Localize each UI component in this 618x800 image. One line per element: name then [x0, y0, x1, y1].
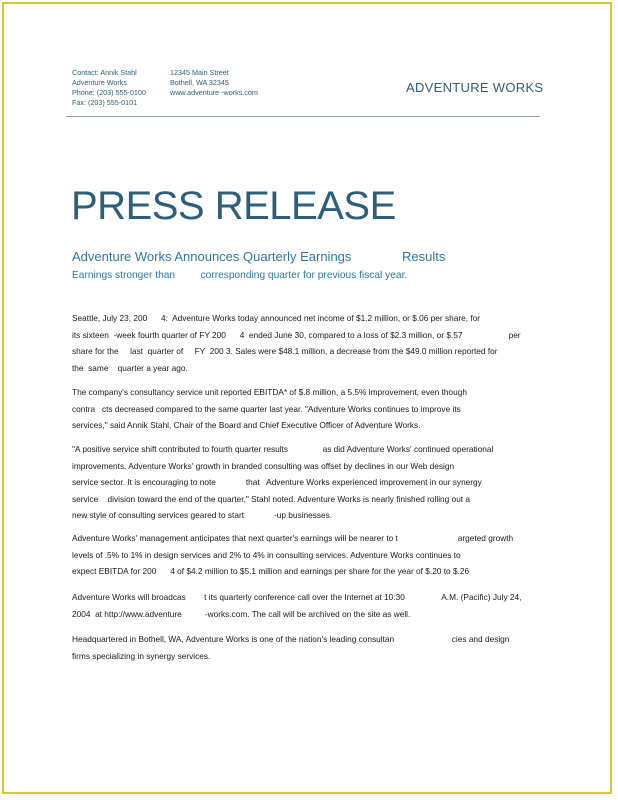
paragraph-line: share for the last quarter of FY 200 3. Sales were $48.1 million, a decrease from the $49.0 million reported for [72, 346, 498, 356]
paragraph-line: "A positive service shift contributed to fourth quarter results as did Adventure Works' continued operational [72, 444, 494, 454]
paragraph-line: contra cts decreased compared to the same quarter last year. "Adventure Works continues to improve its [72, 403, 461, 414]
paragraph-line: service sector. It is encouraging to note that Adventure Works experienced improvement in our synergy [72, 477, 482, 487]
headline: Adventure Works Announces Quarterly Earnings Results [72, 249, 446, 264]
contact-name: Contact: Annik Stahl [72, 68, 137, 77]
address-block [170, 68, 258, 98]
address-city: Bothell, WA 32345 [170, 78, 229, 87]
paragraph-4 [72, 530, 542, 580]
company-logo-text: ADVENTURE WORKS [406, 80, 544, 95]
address-street: 12345 Main Street [170, 68, 229, 77]
paragraph-1 [72, 310, 542, 376]
paragraph-line: levels of .5% to 1% in design services and 2% to 4% in consulting services. Adventure Works continues to [72, 549, 461, 560]
paragraph-line: improvements. Adventure Works' growth in branded consulting was offset by declines in our Web design [72, 460, 455, 471]
paragraph-line: The company's consultancy service unit reported EBITDA* of $.8 million, a 5.5% improvement, even though [72, 387, 467, 397]
paragraph-line: expect EBITDA for 200 4 of $4.2 million to $5.1 million and earnings per share for the year of $.20 to $.26 [72, 566, 470, 576]
paragraph-line: 2004 at http://www.adventure -works.com. The call will be archived on the site as well. [72, 608, 411, 619]
paragraph-line: Headquartered in Bothell, WA, Adventure Works is one of the nation's leading consultan cies and design [72, 634, 510, 644]
page-title: PRESS RELEASE [71, 184, 396, 228]
paragraph-line: the same quarter a year ago. [72, 362, 188, 373]
paragraph-line: firms specializing in synergy services. [72, 650, 211, 661]
paragraph-line: services," said Annik Stahl, Chair of the Board and Chief Executive Officer of Adventure Works. [72, 420, 421, 430]
paragraph-5 [72, 589, 542, 622]
contact-fax: Fax: (203) 555-0101 [72, 98, 138, 107]
paragraph-line: Adventure Works' management anticipates that next quarter's earnings will be nearer to t argeted growth [72, 533, 514, 543]
paragraph-line: Seattle, July 23, 200 4: Adventure Works today announced net income of $1.2 million, or $.06 per share, for [72, 313, 481, 323]
contact-company: Adventure Works [72, 78, 127, 87]
paragraph-3 [72, 441, 542, 524]
contact-block [72, 68, 146, 108]
paragraph-line: service division toward the end of the quarter," Stahl noted. Adventure Works is nearly finished rolling out a [72, 493, 471, 504]
header-divider [66, 116, 540, 117]
paragraph-6 [72, 631, 542, 664]
subheadline: Earnings stronger than corresponding quarter for previous fiscal year. [72, 270, 408, 281]
contact-phone: Phone: (203) 555-0100 [72, 88, 146, 97]
paragraph-line: Adventure Works will broadcas t its quarterly conference call over the Internet at 10:30 A.M. (Pacific) July 24, [72, 592, 522, 602]
address-website: www.adventure -works.com [170, 88, 258, 97]
paragraph-2 [72, 384, 542, 434]
paragraph-line: its sixteen -week fourth quarter of FY 200 4 ended June 30, compared to a loss of $2.3 million, or $.57 per [72, 329, 521, 340]
paragraph-line: new style of consulting services geared to start -up businesses. [72, 510, 333, 520]
